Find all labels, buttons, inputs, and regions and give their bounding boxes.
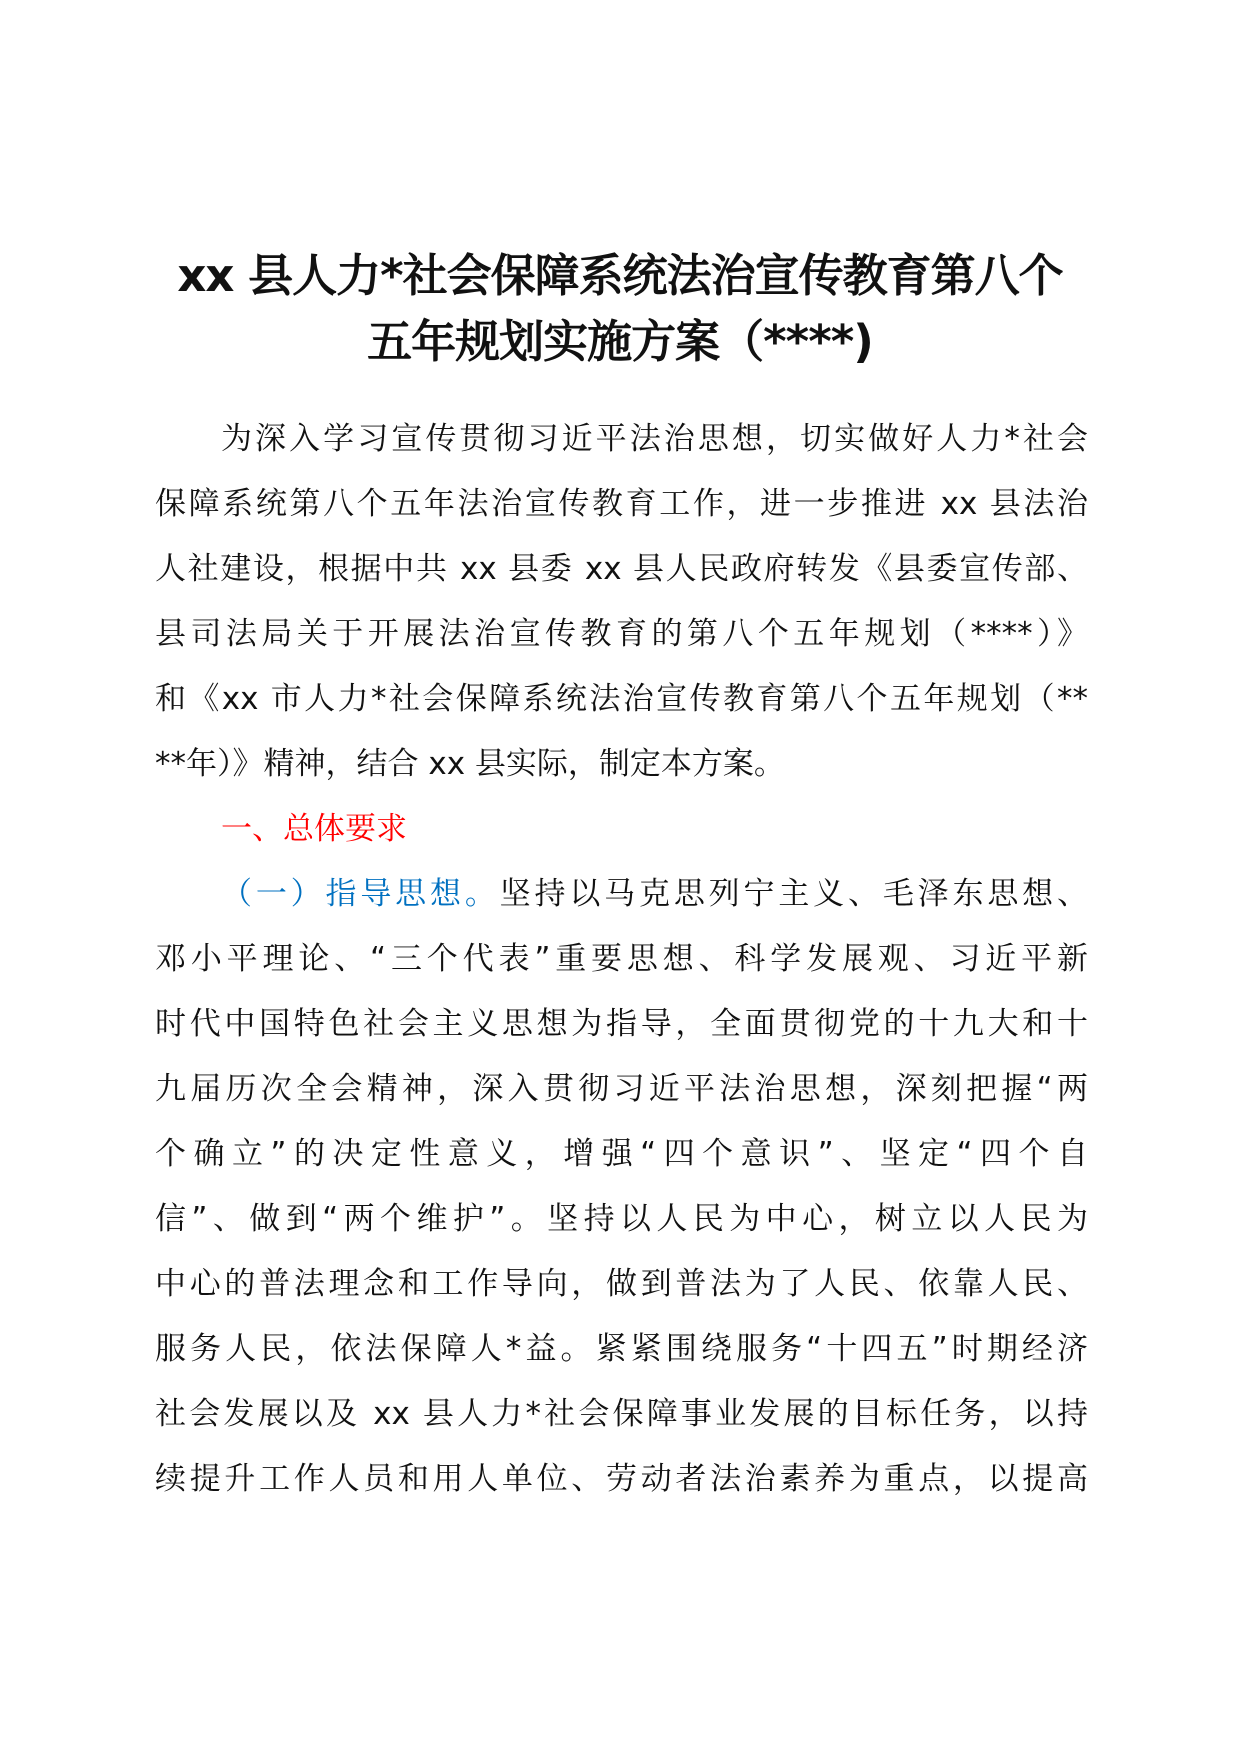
intro-line: 县司法局关于开展法治宣传教育的第八个五年规划（****）》 (155, 616, 1088, 652)
body-line: 九届历次全会精神，深入贯彻习近平法治思想，深刻把握“两 (155, 1071, 1088, 1107)
body-line: 社会发展以及 xx 县人力*社会保障事业发展的目标任务，以持 (155, 1396, 1088, 1432)
body-line: 邓小平理论、“三个代表”重要思想、科学发展观、习近平新 (155, 941, 1088, 977)
body-line: 时代中国特色社会主义思想为指导，全面贯彻党的十九大和十 (155, 1006, 1088, 1042)
body-line: 续提升工作人员和用人单位、劳动者法治素养为重点，以提高 (155, 1461, 1088, 1497)
intro-line: 为深入学习宣传贯彻习近平法治思想，切实做好人力*社会 (221, 421, 1088, 457)
intro-line: **年）》精神，结合 xx 县实际，制定本方案。 (155, 746, 785, 782)
body-line: 个确立”的决定性意义，增强“四个意识”、坚定“四个自 (155, 1136, 1088, 1172)
subsection-first-line (155, 862, 1088, 927)
section-heading: 一、总体要求 (221, 811, 407, 847)
body-line: 信”、做到“两个维护”。坚持以人民为中心，树立以人民为 (155, 1201, 1088, 1237)
document-title-line-1: xx 县人力*社会保障系统法治宣传教育第八个 (177, 249, 1063, 302)
document-title-line-2: 五年规划实施方案（****) (367, 315, 873, 368)
body-line: 服务人民，依法保障人*益。紧紧围绕服务“十四五”时期经济 (155, 1331, 1088, 1367)
intro-line: 和《xx 市人力*社会保障系统法治宣传教育第八个五年规划（** (155, 681, 1088, 717)
subsection-text: 坚持以马克思列宁主义、毛泽东思想、 (499, 876, 1089, 912)
intro-line: 保障系统第八个五年法治宣传教育工作，进一步推进 xx 县法治 (155, 486, 1088, 522)
body-line: 中心的普法理念和工作导向，做到普法为了人民、依靠人民、 (155, 1266, 1088, 1302)
intro-line: 人社建设，根据中共 xx 县委 xx 县人民政府转发《县委宣传部、 (155, 551, 1088, 587)
subsection-label: （一）指导思想。 (221, 876, 500, 912)
document-body (155, 407, 1088, 1512)
